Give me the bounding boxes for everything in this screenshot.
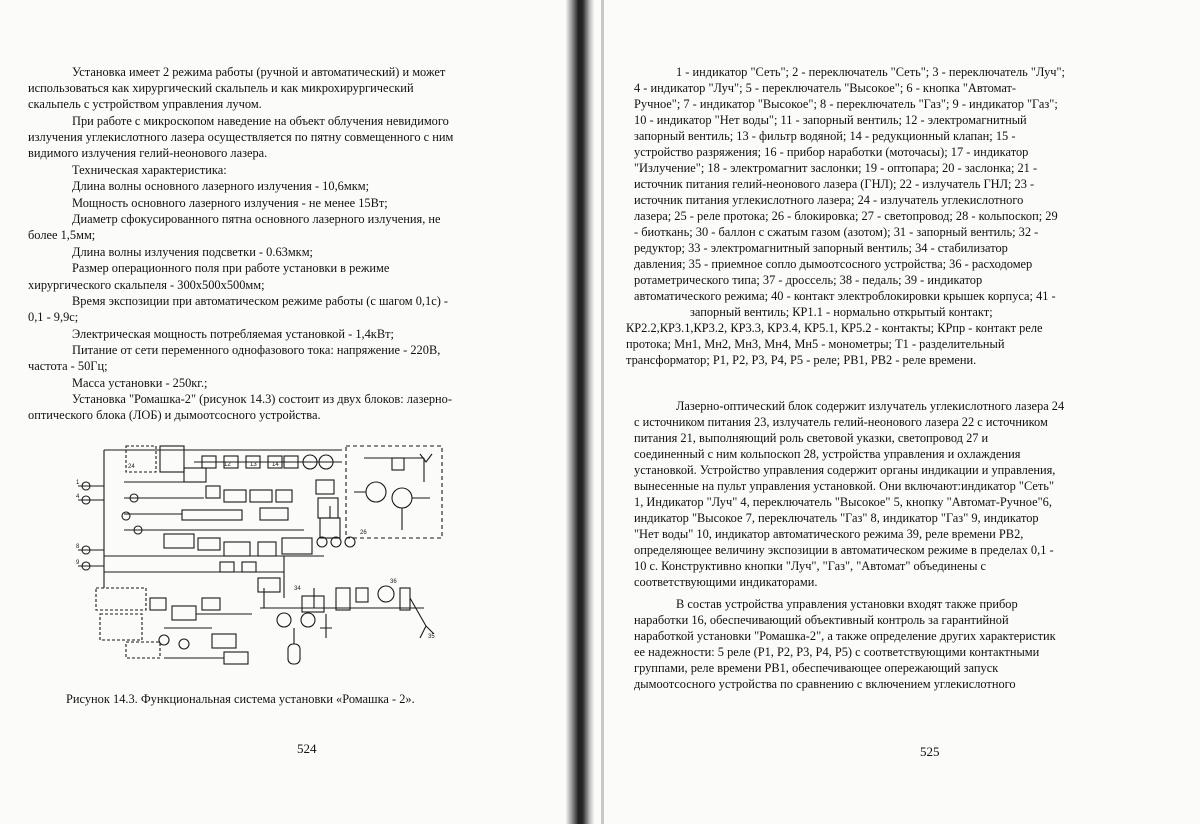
legend-line: лазера; 25 - реле протока; 26 - блокировка; 27 - светопровод; 28 - кольпоскоп; 29 [634, 209, 1058, 223]
body-line: с источником питания 23, излучатель гелий-неонового лазера 22 с источником [634, 415, 1048, 429]
body-line: Лазерно-оптический блок содержит излучатель углекислотного лазера 24 [676, 399, 1065, 413]
legend-line: "Излучение"; 18 - электромагнит заслонки; 19 - оптопара; 20 - заслонка; 21 - [634, 161, 1038, 175]
text-line: Мощность основного лазерного излучения - не менее 15Вт; [72, 196, 388, 210]
text-line: видимого излучения гелий-неонового лазера. [28, 146, 268, 160]
legend-line: устройство разряжения; 16 - прибор наработки (моточасы); 17 - индикатор [634, 145, 1029, 159]
text-line: скальпель с устройством управления лучом. [28, 97, 262, 111]
svg-text:12: 12 [224, 462, 231, 468]
body-line: "Нет воды" 10, индикатор автоматического режима 39, реле времени РВ2, [634, 527, 1024, 541]
text-line: Техническая характеристика: [72, 163, 227, 177]
svg-text:24: 24 [128, 464, 135, 470]
body-line: соответствующими индикаторами. [634, 575, 818, 589]
text-line: При работе с микроскопом наведение на объект облучения невидимого [72, 114, 449, 128]
left-page [0, 0, 566, 824]
svg-text:1: 1 [76, 480, 80, 486]
legend-line: редуктор; 33 - электромагнитный запорный вентиль; 34 - стабилизатор [634, 241, 1008, 255]
text-line: Длина волны излучения подсветки - 0.63мкм; [72, 245, 313, 259]
right-page [604, 0, 1200, 824]
legend-line: 4 - индикатор "Луч"; 5 - переключатель "Высокое"; 6 - кнопка "Автомат- [634, 81, 1017, 95]
text-line: оптического блока (ЛОБ) и дымоотсосного устройства. [28, 408, 321, 422]
text-line: частота - 50Гц; [28, 359, 108, 373]
svg-text:35: 35 [428, 634, 435, 640]
body-line: установкой. Устройство управления содержит органы индикации и управления, [634, 463, 1056, 477]
text-line: более 1,5мм; [28, 228, 96, 242]
legend-line: автоматического режима; 40 - контакт электроблокировки крышек корпуса; 41 - [634, 289, 1056, 303]
svg-text:13: 13 [250, 462, 257, 468]
body-line: индикатор "Высокое 7, переключатель "Газ" 8, индикатор "Газ" 9, индикатор [634, 511, 1039, 525]
text-line: хирургического скальпеля - 300х500х500мм; [28, 278, 265, 292]
text-line: Размер операционного поля при работе установки в режиме [72, 261, 390, 275]
body-line: дымоотсосного устройства по сравнению с включением углекислотного [634, 677, 1016, 691]
text-line: Электрическая мощность потребляемая установкой - 1,4кВт; [72, 327, 394, 341]
text-line: Установка имеет 2 режима работы (ручной и автоматический) и может [72, 65, 446, 79]
text-line: Длина волны основного лазерного излучения - 10,6мкм; [72, 179, 370, 193]
legend-line: запорный вентиль; КР1.1 - нормально открытый контакт; [690, 305, 993, 319]
text-line: излучения углекислотного лазера осуществляется по пятну совмещенного с ним [28, 130, 454, 144]
legend-line: давления; 35 - приемное сопло дымоотсосного устройства; 36 - расходомер [634, 257, 1033, 271]
svg-text:36: 36 [390, 579, 397, 585]
legend-line: КР2.2,КР3.1,КР3.2, КР3.3, КР3.4, КР5.1, КР5.2 - контакты; КРпр - контакт реле [626, 321, 1043, 335]
text-line: Масса установки - 250кг.; [72, 376, 208, 390]
svg-text:14: 14 [272, 462, 279, 468]
text-line: использоваться как хирургический скальпель и как микрохирургический [28, 81, 414, 95]
legend-line: 1 - индикатор "Сеть"; 2 - переключатель "Сеть"; 3 - переключатель "Луч"; [676, 65, 1065, 79]
svg-text:8: 8 [76, 544, 80, 550]
legend-line: запорный вентиль; 13 - фильтр водяной; 14 - редукционный клапан; 15 - [634, 129, 1016, 143]
body-line: вынесенные на пульт управления установкой. Они включают:индикатор "Сеть" [634, 479, 1055, 493]
body-line: 10 с. Конструктивно кнопки "Луч", "Газ", "Автомат" объединены с [634, 559, 987, 573]
text-line: 0,1 - 9,9с; [28, 310, 79, 324]
figure-caption: Рисунок 14.3. Функциональная система установки «Ромашка - 2». [66, 692, 415, 706]
legend-line: ротаметрического типа; 37 - дроссель; 38 - педаль; 39 - индикатор [634, 273, 983, 287]
legend-line: 10 - индикатор "Нет воды"; 11 - запорный вентиль; 12 - электромагнитный [634, 113, 1027, 127]
legend-line: источник питания углекислотного лазера; 24 - излучатель углекислотного [634, 193, 1024, 207]
body-line: ее надежности: 5 реле (Р1, Р2, Р3, Р4, Р5) с соответствующими контактными [634, 645, 1040, 659]
book-gutter [566, 0, 594, 824]
text-line: Питание от сети переменного однофазового тока: напряжение - 220В, [72, 343, 441, 357]
legend-line: - биоткань; 30 - баллон с сжатым газом (азотом); 31 - запорный вентиль; 32 - [634, 225, 1039, 239]
legend-line: протока; Мн1, Мн2, Мн3, Мн4, Мн5 - монометры; Т1 - разделительный [626, 337, 1005, 351]
body-line: наработки 16, обеспечивающий объективный контроль за гарантийной [634, 613, 1009, 627]
svg-text:26: 26 [360, 530, 367, 536]
body-line: определяющее величину экспозиции в автоматическом режиме в пределах 0,1 - [634, 543, 1054, 557]
svg-text:9: 9 [76, 560, 80, 566]
page-number: 525 [920, 744, 940, 759]
body-line: группами, реле времени РВ1, обеспечивающее опережающий запуск [634, 661, 999, 675]
text-line: Диаметр сфокусированного пятна основного лазерного излучения, не [72, 212, 441, 226]
svg-text:4: 4 [76, 494, 80, 500]
legend-line: Ручное"; 7 - индикатор "Высокое"; 8 - переключатель "Газ"; 9 - индикатор "Газ"; [634, 97, 1058, 111]
body-line: наработкой установки "Ромашка-2", а также определение других характеристик [634, 629, 1056, 643]
svg-text:34: 34 [294, 586, 301, 592]
legend-line: источник питания гелий-неонового лазера (ГНЛ); 22 - излучатель ГНЛ; 23 - [634, 177, 1035, 191]
body-line: В состав устройства управления установки входят также прибор [676, 597, 1018, 611]
page-number: 524 [297, 741, 317, 756]
body-line: питания 21, выполняющий роль световой указки, светопровод 27 и [634, 431, 989, 445]
body-line: соединенный с ним кольпоскоп 28, устройства управления и охлаждения [634, 447, 1021, 461]
schematic-figure [64, 438, 454, 668]
text-line: Установка "Ромашка-2" (рисунок 14.3) состоит из двух блоков: лазерно- [72, 392, 453, 406]
text-line: Время экспозиции при автоматическом режиме работы (с шагом 0,1с) - [72, 294, 449, 308]
body-line: 1, Индикатор "Луч" 4, переключатель "Высокое" 5, кнопку "Автомат-Ручное"6, [634, 495, 1052, 509]
legend-line: трансформатор; Р1, Р2, Р3, Р4, Р5 - реле; РВ1, РВ2 - реле времени. [626, 353, 977, 367]
